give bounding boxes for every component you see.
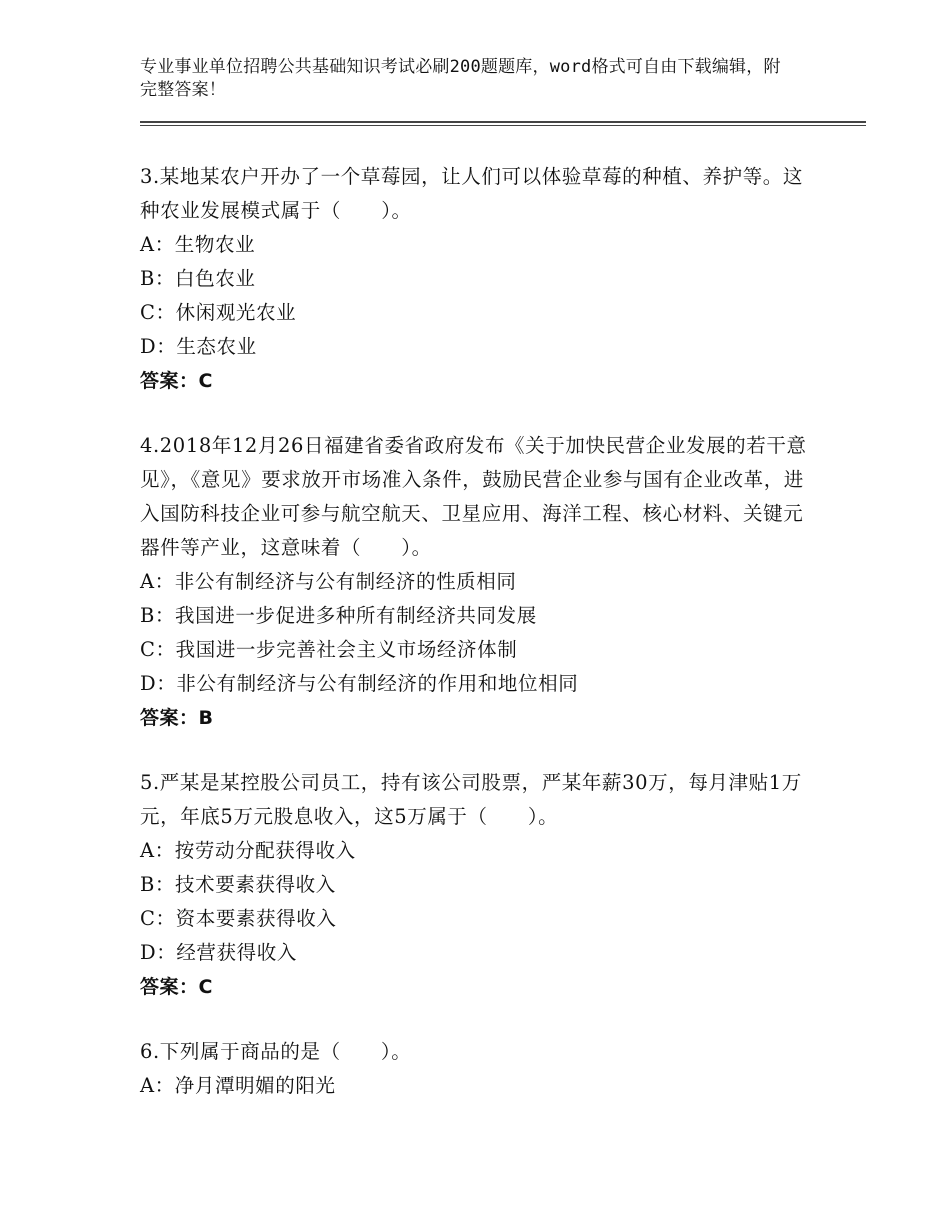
question-list xyxy=(140,160,820,1134)
header-rule-thick xyxy=(140,121,866,123)
option-b: B：我国进一步促进多种所有制经济共同发展 xyxy=(140,604,537,627)
option-b: B：技术要素获得收入 xyxy=(140,873,336,896)
question-5 xyxy=(140,766,820,1004)
document-header xyxy=(140,56,790,102)
question-3 xyxy=(140,160,820,398)
question-stem: 6.下列属于商品的是（ ）。 xyxy=(140,1040,412,1063)
header-rule-thin xyxy=(140,125,866,126)
answer-line: 答案：C xyxy=(140,976,213,998)
header-text: 专业事业单位招聘公共基础知识考试必刷200题题库，word格式可自由下载编辑，附完整答案！ xyxy=(140,57,781,100)
option-a: A：按劳动分配获得收入 xyxy=(140,839,356,862)
question-stem: 4.2018年12月26日福建省委省政府发布《关于加快民营企业发展的若干意见》，《意见》要求放开市场准入条件，鼓励民营企业参与国有企业改革，进入国防科技企业可参与航空航天、卫星应用、海洋工程、核心材料、关键元器件等产业，这意味着（ ）。 xyxy=(140,434,807,559)
answer-line: 答案：C xyxy=(140,370,213,392)
question-6 xyxy=(140,1035,820,1103)
option-a: A：净月潭明媚的阳光 xyxy=(140,1074,336,1097)
answer-line: 答案：B xyxy=(140,707,214,729)
option-d: D：经营获得收入 xyxy=(140,941,297,964)
option-c: C：休闲观光农业 xyxy=(140,301,297,324)
question-4 xyxy=(140,429,820,735)
question-stem: 3.某地某农户开办了一个草莓园，让人们可以体验草莓的种植、养护等。这种农业发展模式属于（ ）。 xyxy=(140,165,804,222)
option-d: D：生态农业 xyxy=(140,335,257,358)
option-c: C：我国进一步完善社会主义市场经济体制 xyxy=(140,638,518,661)
question-stem: 5.严某是某控股公司员工，持有该公司股票，严某年薪30万，每月津贴1万元，年底5万元股息收入，这5万属于（ ）。 xyxy=(140,771,802,828)
option-a: A：非公有制经济与公有制经济的性质相同 xyxy=(140,570,517,593)
option-a: A：生物农业 xyxy=(140,233,256,256)
option-b: B：白色农业 xyxy=(140,267,256,290)
option-d: D：非公有制经济与公有制经济的作用和地位相同 xyxy=(140,672,579,695)
option-c: C：资本要素获得收入 xyxy=(140,907,337,930)
